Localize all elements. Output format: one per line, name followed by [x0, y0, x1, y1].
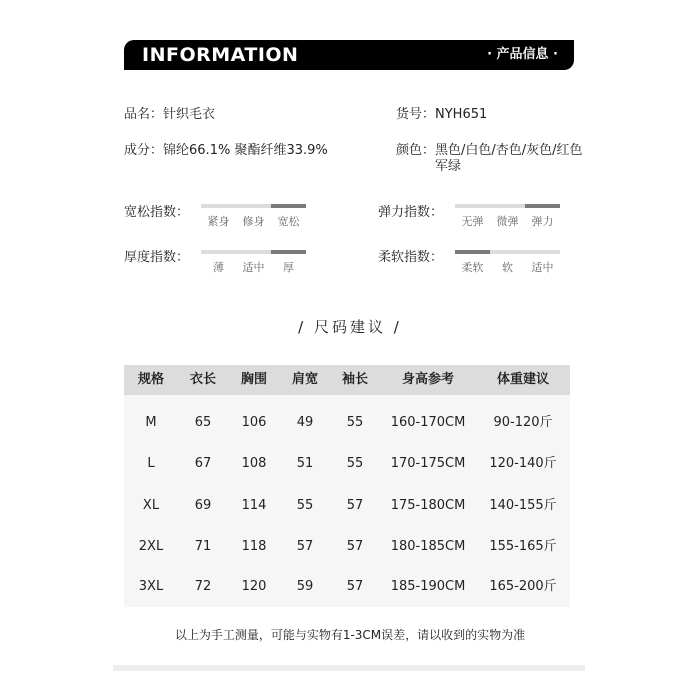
looseness-index-scale	[201, 204, 306, 230]
table-cell: 51	[296, 456, 314, 471]
table-cell: 180-185CM	[390, 539, 466, 554]
table-cell: 90-120斤	[493, 415, 553, 430]
scale-selected-segment	[525, 204, 560, 208]
scale-tick: 适中	[531, 261, 554, 274]
scale-tick: 适中	[242, 261, 265, 274]
table-cell: 185-190CM	[390, 579, 466, 594]
table-cell: 57	[346, 498, 364, 513]
table-cell: 120	[241, 579, 267, 594]
table-cell: 71	[194, 539, 212, 554]
table-cell: 67	[194, 456, 212, 471]
table-cell: 165-200斤	[489, 579, 557, 594]
table-cell: 118	[241, 539, 267, 554]
header-cell: 袖长	[341, 372, 368, 387]
sku-value: NYH651	[435, 107, 488, 122]
table-cell: 2XL	[138, 539, 164, 554]
table-cell: 69	[194, 498, 212, 513]
table-cell: 120-140斤	[489, 456, 557, 471]
table-cell: 49	[296, 415, 314, 430]
header-cell: 肩宽	[291, 372, 318, 387]
table-cell: 114	[241, 498, 267, 513]
table-cell: 108	[241, 456, 267, 471]
elasticity-index-label: 弹力指数：	[378, 205, 444, 220]
table-cell: 57	[346, 539, 364, 554]
scale-tick: 柔软	[461, 261, 484, 274]
size-table	[124, 365, 570, 607]
table-cell: L	[147, 456, 155, 471]
table-cell: 59	[296, 579, 314, 594]
table-cell: 55	[346, 415, 364, 430]
scale-tick: 微弹	[496, 215, 519, 228]
measurement-note: 以上为手工测量，可能与实物有1-3CM误差，请以收到的实物为准	[174, 628, 526, 642]
size-section-title: / 尺码建议 /	[298, 318, 402, 336]
table-cell: 175-180CM	[390, 498, 466, 513]
size-table-header	[124, 365, 570, 395]
bottom-divider	[113, 665, 585, 671]
table-cell: M	[145, 415, 157, 430]
product-name-value: 针织毛衣	[163, 107, 216, 122]
color-label: 颜色：	[396, 143, 436, 158]
product-color	[396, 143, 583, 159]
header-cell: 规格	[137, 372, 164, 387]
table-cell: 3XL	[138, 579, 164, 594]
scale-selected-segment	[455, 250, 490, 254]
product-name-label: 品名：	[124, 107, 164, 122]
header-cell: 胸围	[240, 372, 267, 387]
header-title: INFORMATION	[142, 44, 299, 66]
table-cell: 57	[346, 579, 364, 594]
table-cell: 57	[296, 539, 314, 554]
scale-selected-segment	[271, 250, 306, 254]
header-cell: 体重建议	[496, 372, 549, 387]
scale-tick: 紧身	[207, 215, 230, 228]
scale-tick: 宽松	[277, 215, 300, 228]
table-cell: 55	[296, 498, 314, 513]
table-cell: 72	[194, 579, 212, 594]
table-cell: 140-155斤	[489, 498, 557, 513]
scale-tick: 薄	[213, 261, 224, 274]
table-cell: 160-170CM	[390, 415, 466, 430]
looseness-index-label: 宽松指数：	[124, 205, 190, 220]
table-cell: 65	[194, 415, 212, 430]
color-value: 黑色/白色/杏色/灰色/红色	[435, 143, 583, 158]
product-material	[124, 143, 328, 159]
header-cell: 身高参考	[401, 372, 454, 387]
material-label: 成分：	[124, 143, 164, 158]
color-value-line2: 军绿	[435, 159, 462, 174]
table-cell: 55	[346, 456, 364, 471]
thickness-index-label: 厚度指数：	[124, 250, 190, 265]
table-cell: 155-165斤	[489, 539, 557, 554]
elasticity-index-scale	[455, 204, 560, 230]
product-name	[124, 107, 215, 123]
scale-tick: 厚	[283, 261, 294, 274]
softness-index-label: 柔软指数：	[378, 250, 444, 265]
sku-label: 货号：	[396, 107, 436, 122]
product-sku	[396, 107, 487, 123]
product-color-line2	[435, 159, 461, 175]
header-cell: 衣长	[189, 372, 216, 387]
scale-tick: 无弹	[461, 215, 484, 228]
header-subtitle: · 产品信息 ·	[487, 47, 558, 62]
table-cell: 106	[241, 415, 267, 430]
table-cell: XL	[142, 498, 160, 513]
softness-index-scale	[455, 250, 560, 276]
material-value: 锦纶66.1% 聚酯纤维33.9%	[163, 143, 328, 158]
scale-tick: 软	[502, 261, 513, 274]
table-cell: 170-175CM	[390, 456, 466, 471]
information-header	[124, 40, 574, 70]
scale-tick: 弹力	[531, 215, 554, 228]
scale-selected-segment	[271, 204, 306, 208]
thickness-index-scale	[201, 250, 306, 276]
scale-tick: 修身	[242, 215, 265, 228]
